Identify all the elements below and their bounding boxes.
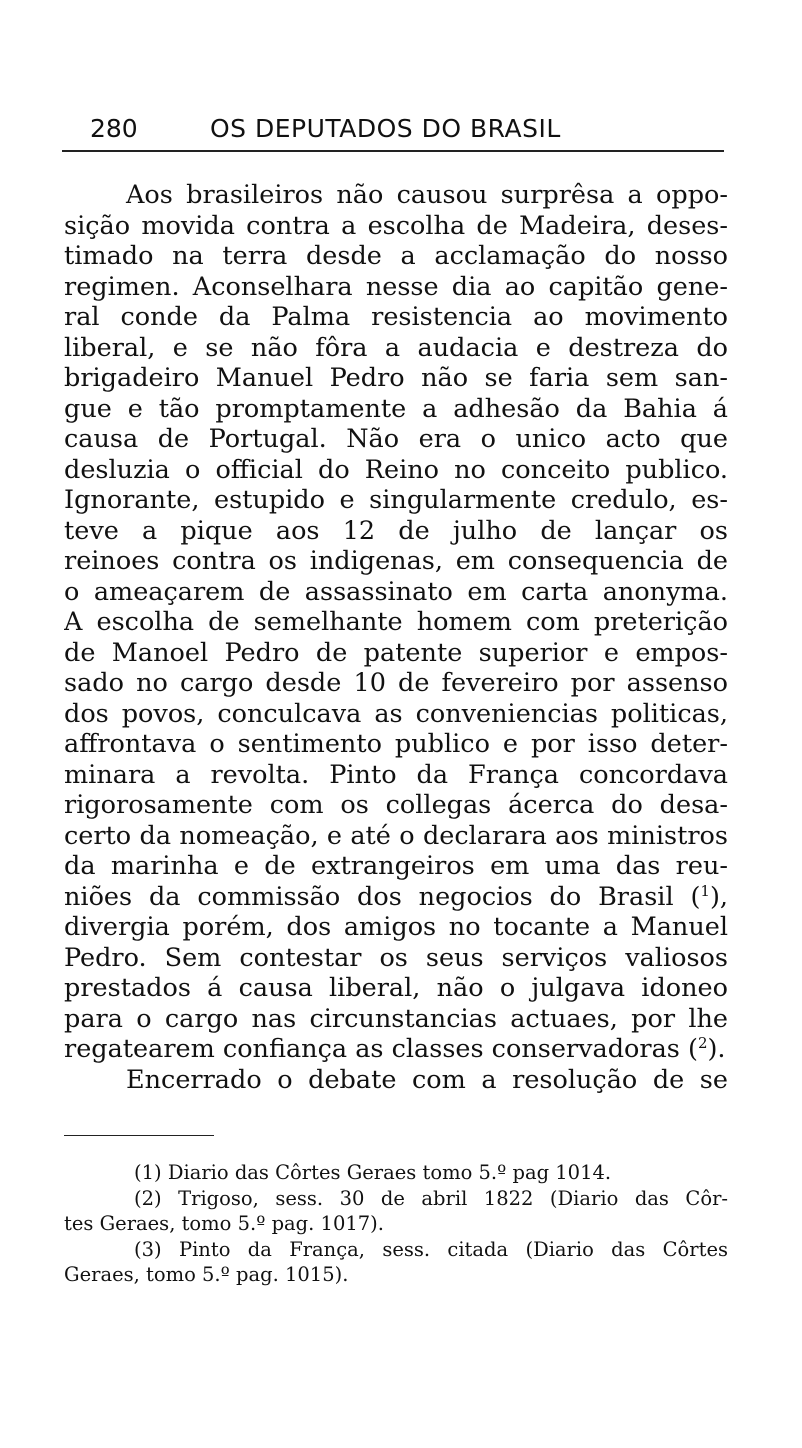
text-line: da marinha e de extrangeiros em uma das reu- (64, 851, 728, 881)
text-line: affrontava o sentimento publico e por isso deter- (64, 729, 728, 759)
text-line: o ameaçarem de assassinato em carta anonyma. (64, 576, 728, 607)
text-line: Encerrado o debate com a resolução de se (126, 1064, 728, 1095)
header-rule (62, 150, 724, 152)
text-line: certo da nomeação, e até o declarara aos ministros (64, 820, 728, 851)
footnote-ref: 2 (697, 1034, 708, 1052)
text-segment: ), (709, 881, 728, 912)
text-line: divergia porém, dos amigos no tocante a Manuel (64, 912, 728, 942)
running-header (90, 112, 650, 146)
text-line: ral conde da Palma resistencia ao movimento (64, 302, 728, 332)
footnote-rule (64, 1135, 214, 1136)
footnote-2-continued: tes Geraes, tomo 5.º pag. 1017). (64, 1212, 384, 1235)
text-line: de Manoel Pedro de patente superior e empos- (64, 637, 728, 668)
text-line-with-footnote-ref (64, 1034, 728, 1065)
text-segment: niões da commissão dos negocios do Brasil ( (64, 881, 701, 912)
text-line: causa de Portugal. Não era o unico acto que (64, 424, 728, 454)
text-segment: regatearem confiança as classes conservadoras ( (64, 1034, 698, 1064)
text-line: A escolha de semelhante homem com preterição (64, 607, 728, 637)
footnote-3: (3) Pinto da França, sess. citada (Diario das Côrtes (134, 1237, 728, 1261)
text-line-with-footnote-ref (64, 882, 728, 913)
text-line: timado na terra desde a acclamação do nosso (64, 241, 728, 271)
text-line: desluzia o official do Reino no conceito publico. (64, 454, 728, 485)
text-line: dos povos, conculcava as conveniencias politicas, (64, 698, 728, 729)
text-line: liberal, e se não fôra a audacia e destreza do (64, 332, 728, 363)
text-line: reinoes contra os indigenas, em consequencia de (64, 546, 728, 576)
footnote-1: (1) Diario das Côrtes Geraes tomo 5.º pag 1014. (134, 1161, 612, 1184)
text-line: rigorosamente com os collegas ácerca do desa- (64, 790, 728, 820)
text-line: Aos brasileiros não causou surprêsa a oppo- (126, 180, 728, 210)
footnotes (64, 1160, 728, 1288)
text-line: brigadeiro Manuel Pedro não se faria sem san- (64, 363, 728, 393)
text-line: teve a pique aos 12 de julho de lançar os (64, 515, 728, 546)
text-line: Ignorante, estupido e singularmente credulo, es- (64, 485, 728, 515)
text-line: gue e tão promptamente a adhesão da Bahia á (64, 393, 728, 424)
footnote-3-continued: Geraes, tomo 5.º pag. 1015). (64, 1263, 349, 1286)
footnote-2: (2) Trigoso, sess. 30 de abril 1822 (Diario das Côr- (134, 1186, 728, 1210)
footnote-ref: 1 (700, 881, 710, 900)
text-line: prestados á causa liberal, não o julgava idoneo (64, 973, 728, 1003)
text-line: sição movida contra a escolha de Madeira, deses- (64, 210, 728, 241)
text-line: sado no cargo desde 10 de fevereiro por assenso (64, 668, 728, 698)
text-line: para o cargo nas circunstancias actuaes, por lhe (64, 1003, 728, 1034)
page-number: 280 (90, 114, 138, 143)
body-text (64, 180, 728, 1095)
running-title: OS DEPUTADOS DO BRASIL (210, 114, 561, 143)
text-line: minara a revolta. Pinto da França concordava (64, 759, 728, 790)
text-line: Pedro. Sem contestar os seus serviços valiosos (64, 942, 728, 973)
text-segment: ). (707, 1034, 726, 1064)
text-line: regimen. Aconselhara nesse dia ao capitão gene- (64, 271, 728, 302)
